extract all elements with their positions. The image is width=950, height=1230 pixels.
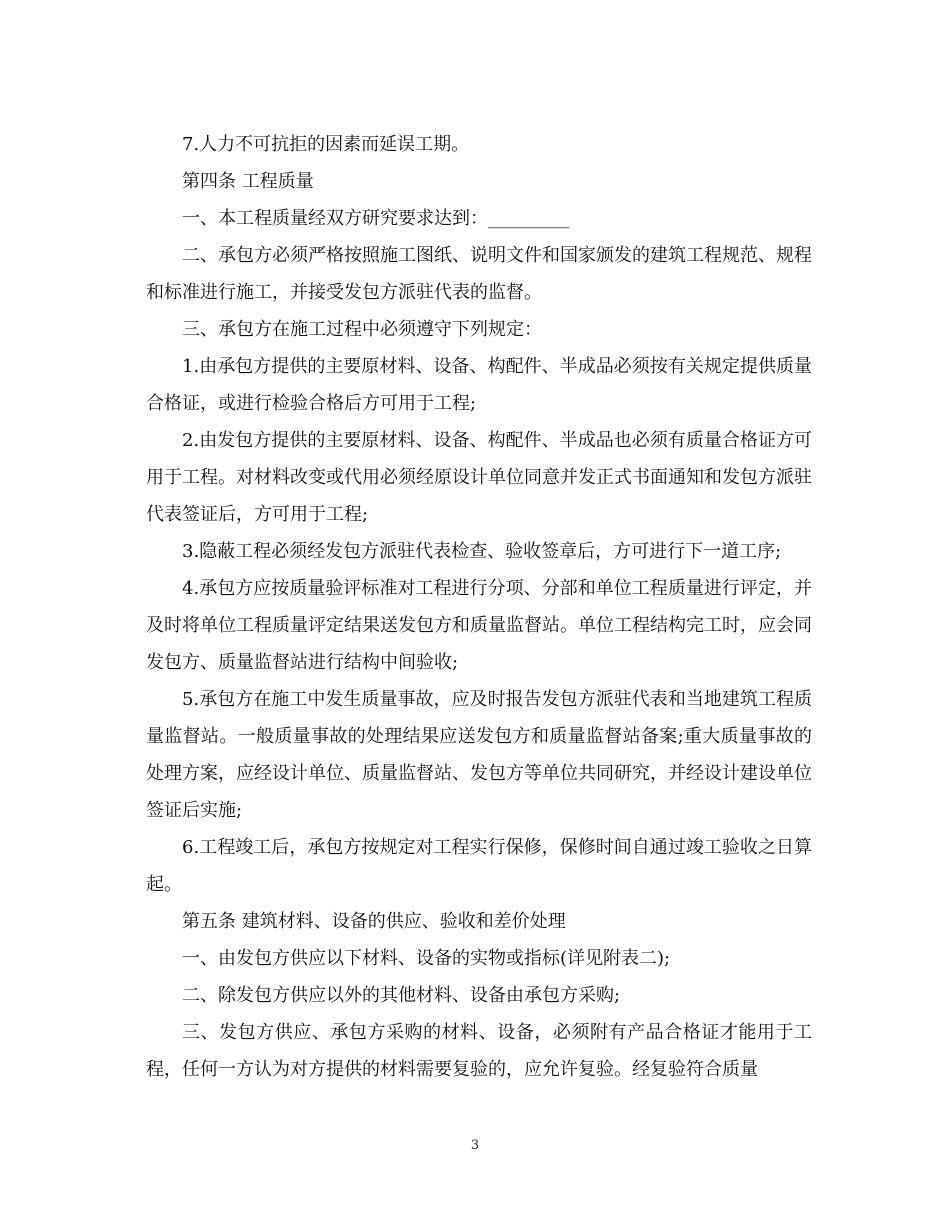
paragraph: 5.承包方在施工中发生质量事故，应及时报告发包方派驻代表和当地建筑工程质量监督站。一般质量事故的处理结果应送发包方和质量监督站备案;重大质量事故的处理方案，应经设计单位、质量监督站、发包方等单位共同研究，并经设计建设单位签证后实施; (146, 689, 812, 821)
paragraph: 三、承包方在施工过程中必须遵守下列规定： (182, 319, 542, 340)
paragraph: 2.由发包方提供的主要原材料、设备、构配件、半成品也必须有质量合格证方可用于工程。对材料改变或代用必须经原设计单位同意并发正式书面通知和发包方派驻代表签证后，方可用于工程; (146, 430, 812, 525)
paragraph: 7.人力不可抗拒的因素而延误工期。 (182, 134, 470, 155)
document-body (146, 126, 812, 1088)
paragraph: 二、除发包方供应以外的其他材料、设备由承包方采购; (182, 985, 621, 1006)
paragraph: 一、本工程质量经双方研究要求达到：_________ (182, 208, 569, 229)
paragraph: 一、由发包方供应以下材料、设备的实物或指标(详见附表二); (182, 948, 671, 969)
section-heading: 第五条 建筑材料、设备的供应、验收和差价处理 (182, 911, 566, 932)
paragraph: 三、发包方供应、承包方采购的材料、设备，必须附有产品合格证才能用于工程，任何一方认为对方提供的材料需要复验的，应允许复验。经复验符合质量 (146, 1022, 812, 1080)
paragraph: 3.隐蔽工程必须经发包方派驻代表检查、验收签章后，方可进行下一道工序; (182, 541, 782, 562)
paragraph: 6.工程竣工后，承包方按规定对工程实行保修，保修时间自通过竣工验收之日算起。 (146, 837, 812, 895)
section-heading: 第四条 工程质量 (182, 171, 314, 192)
page-number: 3 (470, 1138, 480, 1153)
paragraph: 4.承包方应按质量验评标准对工程进行分项、分部和单位工程质量进行评定，并及时将单位工程质量评定结果送发包方和质量监督站。单位工程结构完工时，应会同发包方、质量监督站进行结构中间验收; (146, 578, 812, 673)
paragraph: 二、承包方必须严格按照施工图纸、说明文件和国家颁发的建筑工程规范、规程和标准进行施工，并接受发包方派驻代表的监督。 (146, 245, 812, 303)
paragraph: 1.由承包方提供的主要原材料、设备、构配件、半成品必须按有关规定提供质量合格证，或进行检验合格后方可用于工程; (146, 356, 812, 414)
